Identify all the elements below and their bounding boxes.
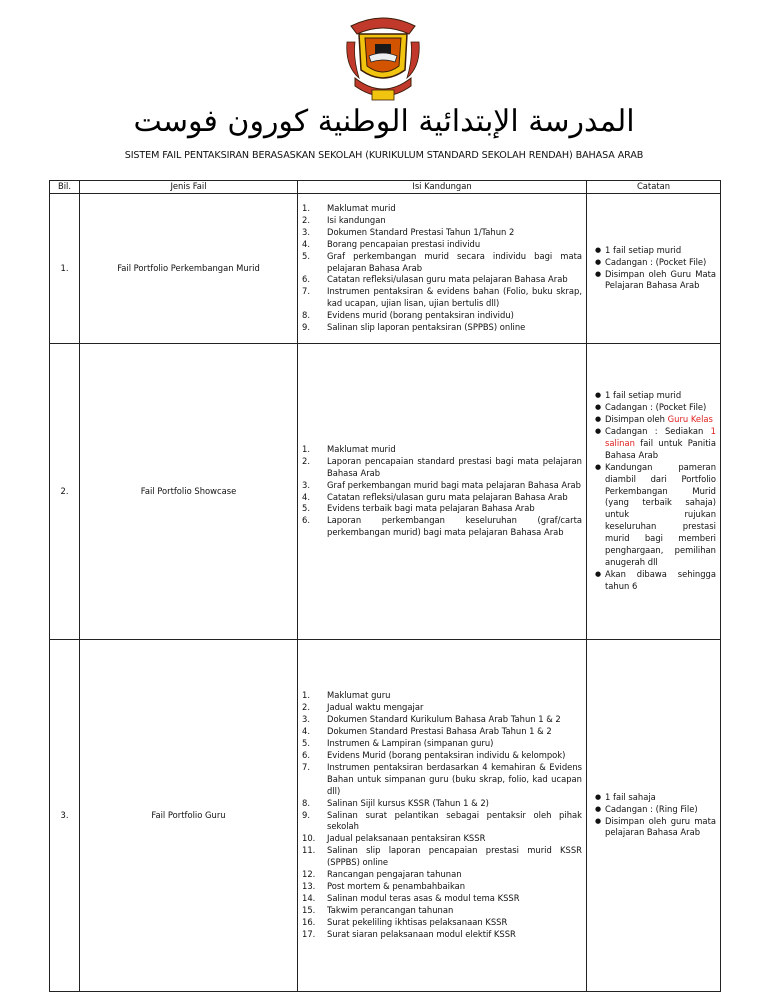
note-main-text: Cadangan : Sediakan bbox=[605, 426, 704, 437]
item-number: 6. bbox=[302, 274, 310, 285]
item-text: Maklumat murid bbox=[327, 203, 396, 214]
note-text bbox=[605, 804, 716, 816]
item-text: Borang pencapaian prestasi individu bbox=[327, 238, 481, 249]
item-number: 2. bbox=[302, 702, 310, 713]
note-text bbox=[605, 816, 716, 840]
contents-list-item bbox=[300, 480, 582, 492]
notes-list-item bbox=[591, 792, 716, 804]
contents-list-item bbox=[300, 274, 582, 286]
item-text: Instrumen pentaksiran & evidens bahan (Folio, buku skrap, kad ucapan, ujian lisan, ujian bertulis dll) bbox=[327, 286, 582, 309]
contents-list bbox=[298, 444, 586, 539]
contents-list-item bbox=[300, 203, 582, 215]
contents-list-item bbox=[300, 492, 582, 504]
header-catatan: Catatan bbox=[587, 181, 721, 194]
file-type: Fail Portfolio Showcase bbox=[80, 344, 298, 640]
note-main-text: 1 fail setiap murid bbox=[605, 390, 682, 401]
contents-list-item bbox=[300, 833, 582, 845]
contents-list-item bbox=[300, 881, 582, 893]
contents-list-item bbox=[300, 227, 582, 239]
contents-list-item bbox=[300, 690, 582, 702]
item-number: 1. bbox=[302, 690, 310, 701]
item-text: Evidens Murid (borang pentaksiran individu & kelompok) bbox=[327, 750, 566, 761]
contents-list-item bbox=[300, 515, 582, 539]
item-text: Laporan pencapaian standard prestasi bagi mata pelajaran Bahasa Arab bbox=[327, 455, 582, 478]
file-type: Fail Portfolio Perkembangan Murid bbox=[80, 194, 298, 344]
item-number: 7. bbox=[302, 761, 310, 772]
item-text: Post mortem & penambahbaikan bbox=[327, 880, 466, 891]
note-text bbox=[605, 462, 716, 569]
table-header-row bbox=[50, 181, 721, 194]
notes-cell bbox=[587, 640, 721, 992]
item-text: Graf perkembangan murid secara individu bagi mata pelajaran Bahasa Arab bbox=[327, 250, 582, 273]
notes-list-item bbox=[591, 816, 716, 840]
note-text bbox=[605, 414, 716, 426]
contents-list-item bbox=[300, 929, 582, 941]
contents-list bbox=[298, 203, 586, 334]
bullet-icon: ● bbox=[594, 427, 602, 436]
item-text: Maklumat murid bbox=[327, 443, 396, 454]
item-text: Graf perkembangan murid bagi mata pelajaran Bahasa Arab bbox=[327, 479, 581, 490]
contents-list-item bbox=[300, 310, 582, 322]
contents-list-item bbox=[300, 503, 582, 515]
item-number: 1. bbox=[302, 443, 310, 454]
item-number: 7. bbox=[302, 286, 310, 297]
note-text bbox=[605, 257, 716, 269]
contents-list-item bbox=[300, 702, 582, 714]
item-number: 4. bbox=[302, 726, 310, 737]
item-number: 2. bbox=[302, 455, 310, 466]
bullet-icon: ● bbox=[594, 804, 602, 813]
table-row bbox=[50, 194, 721, 344]
table-row bbox=[50, 344, 721, 640]
item-number: 15. bbox=[302, 904, 316, 915]
note-text bbox=[605, 569, 716, 593]
item-text: Catatan refleksi/ulasan guru mata pelajaran Bahasa Arab bbox=[327, 491, 568, 502]
note-main-text: Cadangan : (Pocket File) bbox=[605, 256, 707, 267]
contents-list-item bbox=[300, 845, 582, 869]
bullet-icon: ● bbox=[594, 245, 602, 254]
arabic-school-name: المدرسة الإبتدائية الوطنية كورون فوست bbox=[133, 104, 635, 139]
notes-list bbox=[587, 390, 720, 592]
contents-list-item bbox=[300, 762, 582, 798]
header-jenis-fail: Jenis Fail bbox=[80, 181, 298, 194]
notes-list-item bbox=[591, 402, 716, 414]
bullet-icon: ● bbox=[594, 269, 602, 278]
note-main-text: Cadangan : (Pocket File) bbox=[605, 402, 707, 413]
contents-list-item bbox=[300, 905, 582, 917]
item-text: Salinan Sijil kursus KSSR (Tahun 1 & 2) bbox=[327, 797, 489, 808]
item-number: 4. bbox=[302, 491, 310, 502]
contents-list-item bbox=[300, 215, 582, 227]
note-main-text: Kandungan pameran diambil dari Portfolio Perkembangan Murid (yang terbaik sahaja) untuk rujukan keseluruhan prestasi murid bagi memberi penghargaan, pemilihan anugerah dll bbox=[605, 461, 716, 567]
item-number: 3. bbox=[302, 714, 310, 725]
item-number: 5. bbox=[302, 250, 310, 261]
item-number: 14. bbox=[302, 892, 316, 903]
table-row bbox=[50, 640, 721, 992]
contents-list-item bbox=[300, 286, 582, 310]
item-text: Evidens murid (borang pentaksiran individu) bbox=[327, 310, 514, 321]
item-number: 9. bbox=[302, 322, 310, 333]
note-main-text: Disimpan oleh Guru Mata Pelajaran Bahasa Arab bbox=[605, 268, 716, 291]
school-crest-logo bbox=[345, 12, 421, 104]
item-text: Dokumen Standard Prestasi Bahasa Arab Tahun 1 & 2 bbox=[327, 726, 552, 737]
item-text: Jadual pelaksanaan pentaksiran KSSR bbox=[327, 833, 486, 844]
note-text bbox=[605, 269, 716, 293]
contents-list-item bbox=[300, 456, 582, 480]
note-text bbox=[605, 402, 716, 414]
file-type: Fail Portfolio Guru bbox=[80, 640, 298, 992]
notes-list-item bbox=[591, 804, 716, 816]
item-text: Laporan perkembangan keseluruhan (graf/carta perkembangan murid) bagi mata pelajaran Bahasa Arab bbox=[327, 515, 582, 538]
note-text bbox=[605, 390, 716, 402]
item-text: Instrumen & Lampiran (simpanan guru) bbox=[327, 738, 494, 749]
notes-list bbox=[587, 792, 720, 840]
note-text bbox=[605, 245, 716, 257]
bullet-icon: ● bbox=[594, 569, 602, 578]
item-number: 13. bbox=[302, 880, 316, 891]
item-text: Dokumen Standard Prestasi Tahun 1/Tahun 2 bbox=[327, 226, 515, 237]
row-number: 2. bbox=[50, 344, 80, 640]
notes-list-item bbox=[591, 569, 716, 593]
note-highlight-text: Guru Kelas bbox=[667, 414, 713, 425]
note-after-text: fail untuk Panitia Bahasa Arab bbox=[605, 437, 716, 460]
item-number: 12. bbox=[302, 869, 316, 880]
notes-list-item bbox=[591, 390, 716, 402]
contents-cell bbox=[298, 640, 587, 992]
item-number: 4. bbox=[302, 238, 310, 249]
contents-list-item bbox=[300, 798, 582, 810]
item-number: 5. bbox=[302, 503, 310, 514]
notes-list bbox=[587, 245, 720, 293]
bullet-icon: ● bbox=[594, 403, 602, 412]
item-number: 5. bbox=[302, 738, 310, 749]
note-main-text: Disimpan oleh bbox=[605, 414, 665, 425]
item-number: 11. bbox=[302, 845, 316, 856]
item-number: 3. bbox=[302, 226, 310, 237]
notes-list-item bbox=[591, 269, 716, 293]
notes-list-item bbox=[591, 414, 716, 426]
item-text: Salinan modul teras asas & modul tema KSSR bbox=[327, 892, 520, 903]
item-text: Salinan slip laporan pencapaian prestasi murid KSSR (SPPBS) online bbox=[327, 845, 582, 868]
contents-cell bbox=[298, 344, 587, 640]
header-isi-kandungan: Isi Kandungan bbox=[298, 181, 587, 194]
note-main-text: 1 fail sahaja bbox=[605, 791, 656, 802]
contents-list-item bbox=[300, 239, 582, 251]
item-text: Rancangan pengajaran tahunan bbox=[327, 869, 462, 880]
bullet-icon: ● bbox=[594, 415, 602, 424]
contents-list-item bbox=[300, 869, 582, 881]
item-text: Salinan slip laporan pentaksiran (SPPBS) online bbox=[327, 322, 526, 333]
item-text: Jadual waktu mengajar bbox=[327, 702, 424, 713]
notes-list-item bbox=[591, 426, 716, 462]
bullet-icon: ● bbox=[594, 462, 602, 471]
contents-cell bbox=[298, 194, 587, 344]
contents-list bbox=[298, 690, 586, 940]
notes-cell bbox=[587, 344, 721, 640]
item-number: 16. bbox=[302, 916, 316, 927]
item-number: 10. bbox=[302, 833, 316, 844]
contents-list-item bbox=[300, 738, 582, 750]
item-text: Evidens terbaik bagi mata pelajaran Bahasa Arab bbox=[327, 503, 535, 514]
contents-list-item bbox=[300, 444, 582, 456]
note-highlight-text: 1 salinan bbox=[605, 426, 716, 448]
item-number: 17. bbox=[302, 928, 316, 939]
contents-list-item bbox=[300, 251, 582, 275]
row-number: 3. bbox=[50, 640, 80, 992]
note-text bbox=[605, 426, 716, 462]
note-main-text: Disimpan oleh guru mata pelajaran Bahasa Arab bbox=[605, 815, 716, 838]
item-number: 6. bbox=[302, 515, 310, 526]
item-text: Salinan surat pelantikan sebagai pentaksir oleh pihak sekolah bbox=[327, 809, 582, 832]
contents-list-item bbox=[300, 714, 582, 726]
bullet-icon: ● bbox=[594, 792, 602, 801]
bullet-icon: ● bbox=[594, 816, 602, 825]
note-main-text: Akan dibawa sehingga tahun 6 bbox=[605, 568, 716, 591]
note-main-text: 1 fail setiap murid bbox=[605, 244, 682, 255]
contents-list-item bbox=[300, 917, 582, 929]
item-text: Isi kandungan bbox=[327, 214, 386, 225]
item-text: Takwim perancangan tahunan bbox=[327, 904, 454, 915]
contents-list-item bbox=[300, 893, 582, 905]
row-number: 1. bbox=[50, 194, 80, 344]
item-text: Dokumen Standard Kurikulum Bahasa Arab Tahun 1 & 2 bbox=[327, 714, 561, 725]
contents-list-item bbox=[300, 726, 582, 738]
notes-list-item bbox=[591, 462, 716, 569]
item-text: Catatan refleksi/ulasan guru mata pelajaran Bahasa Arab bbox=[327, 274, 568, 285]
item-text: Surat siaran pelaksanaan modul elektif KSSR bbox=[327, 928, 516, 939]
note-text bbox=[605, 792, 716, 804]
contents-list-item bbox=[300, 750, 582, 762]
item-number: 1. bbox=[302, 203, 310, 214]
item-text: Maklumat guru bbox=[327, 690, 391, 701]
notes-list-item bbox=[591, 245, 716, 257]
bullet-icon: ● bbox=[594, 257, 602, 266]
item-number: 2. bbox=[302, 214, 310, 225]
note-main-text: Cadangan : (Ring File) bbox=[605, 803, 698, 814]
file-system-table bbox=[49, 180, 721, 992]
notes-cell bbox=[587, 194, 721, 344]
item-number: 6. bbox=[302, 750, 310, 761]
item-text: Instrumen pentaksiran berdasarkan 4 kemahiran & Evidens Bahan untuk simpanan guru (buku skrap, folio, kad ucapan dll) bbox=[327, 761, 582, 796]
contents-list-item bbox=[300, 322, 582, 334]
item-number: 8. bbox=[302, 310, 310, 321]
item-number: 3. bbox=[302, 479, 310, 490]
contents-list-item bbox=[300, 810, 582, 834]
notes-list-item bbox=[591, 257, 716, 269]
document-title: SISTEM FAIL PENTAKSIRAN BERASASKAN SEKOLAH (KURIKULUM STANDARD SEKOLAH RENDAH) BAHASA ARAB bbox=[124, 150, 644, 161]
bullet-icon: ● bbox=[594, 391, 602, 400]
item-number: 9. bbox=[302, 809, 310, 820]
header-bil: Bil. bbox=[50, 181, 80, 194]
item-number: 8. bbox=[302, 797, 310, 808]
item-text: Surat pekeliling ikhtisas pelaksanaan KSSR bbox=[327, 916, 508, 927]
